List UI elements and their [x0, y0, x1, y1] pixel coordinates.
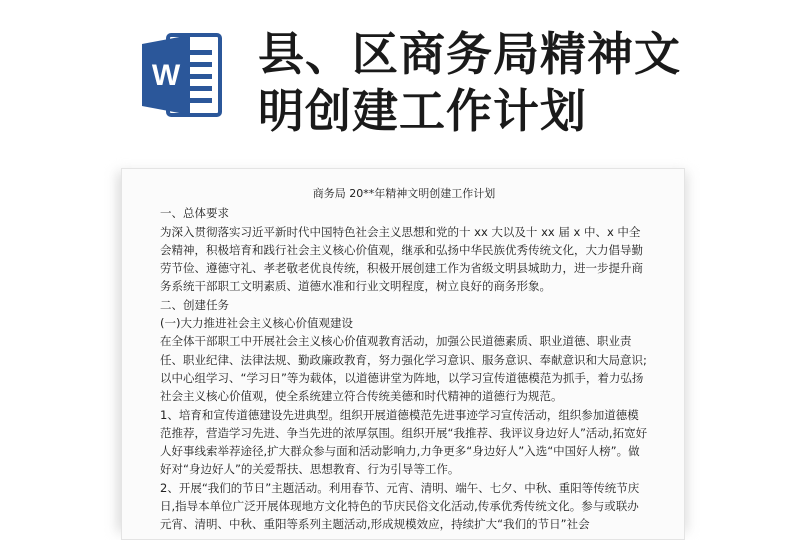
document-title: 商务局 20**年精神文明创建工作计划: [312, 187, 496, 200]
paragraph-3: 1、培育和宣传道德建设先进典型。组织开展道德模范先进事迹学习宣传活动，组织参加道德模范推荐，营造学习先进、争当先进的浓厚氛围。组织开展“我推荐、我评议身边好人”活动,拓宽好人好事线索举荐途径,扩大群众参与面和活动影响力,力争更多“身边好人”入选“中国好人榜”。做好对“身边好人”的关爱帮扶、思想教育、行为引导等工作。: [160, 407, 648, 477]
paragraph-4: 2、开展“我们的节日”主题活动。利用春节、元宵、清明、端午、七夕、中秋、重阳等传统节庆日,指导本单位广泛开展体现地方文化特色的节庆民俗文化活动,传承优秀传统文化。参与或联办元宵、清明、中秋、重阳等系列主题活动,形成规模效应，持续扩大“我们的节日”社会: [160, 480, 640, 532]
word-document-icon: [140, 32, 222, 118]
header-banner: [0, 0, 800, 160]
document-page: [121, 168, 685, 540]
paragraph-1: 为深入贯彻落实习近平新时代中国特色社会主义思想和党的十 xx 大以及十 xx 届 x 中、x 中全会精神，积极培育和践行社会主义核心价值观，继承和弘扬中华民族优秀传统文化，大力倡导勤劳节俭、遵德守礼、孝老敬老优良传统，积极开展创建工作为省级文明县城助力，进一步提升商务系统干部职工文明素质、道德水准和行业文明程度，树立良好的商务形象。: [160, 224, 643, 294]
section-heading-2: 二、创建任务: [160, 297, 229, 312]
document-body: [160, 185, 648, 534]
section-heading-1: 一、总体要求: [160, 206, 229, 221]
title-line-1: 县、区商务局精神文: [258, 27, 681, 81]
word-logo-letter: W: [151, 59, 181, 92]
page-title: [258, 26, 778, 140]
paragraph-2: 在全体干部职工中开展社会主义核心价值观教育活动，加强公民道德素质、职业道德、职业责任、职业纪律、法律法规、勤政廉政教育，努力强化学习意识、服务意识、奉献意识和大局意识;以中心组学习、“学习日”等为载体，以道德讲堂为阵地，以学习宣传道德模范为抓手，着力弘扬社会主义核心价值观，使全系统建立符合传统美德和时代精神的道德行为规范。: [160, 334, 647, 404]
title-line-2: 明创建工作计划: [258, 84, 587, 138]
subsection-heading-1: (一)大力推进社会主义核心价值观建设: [160, 316, 353, 331]
